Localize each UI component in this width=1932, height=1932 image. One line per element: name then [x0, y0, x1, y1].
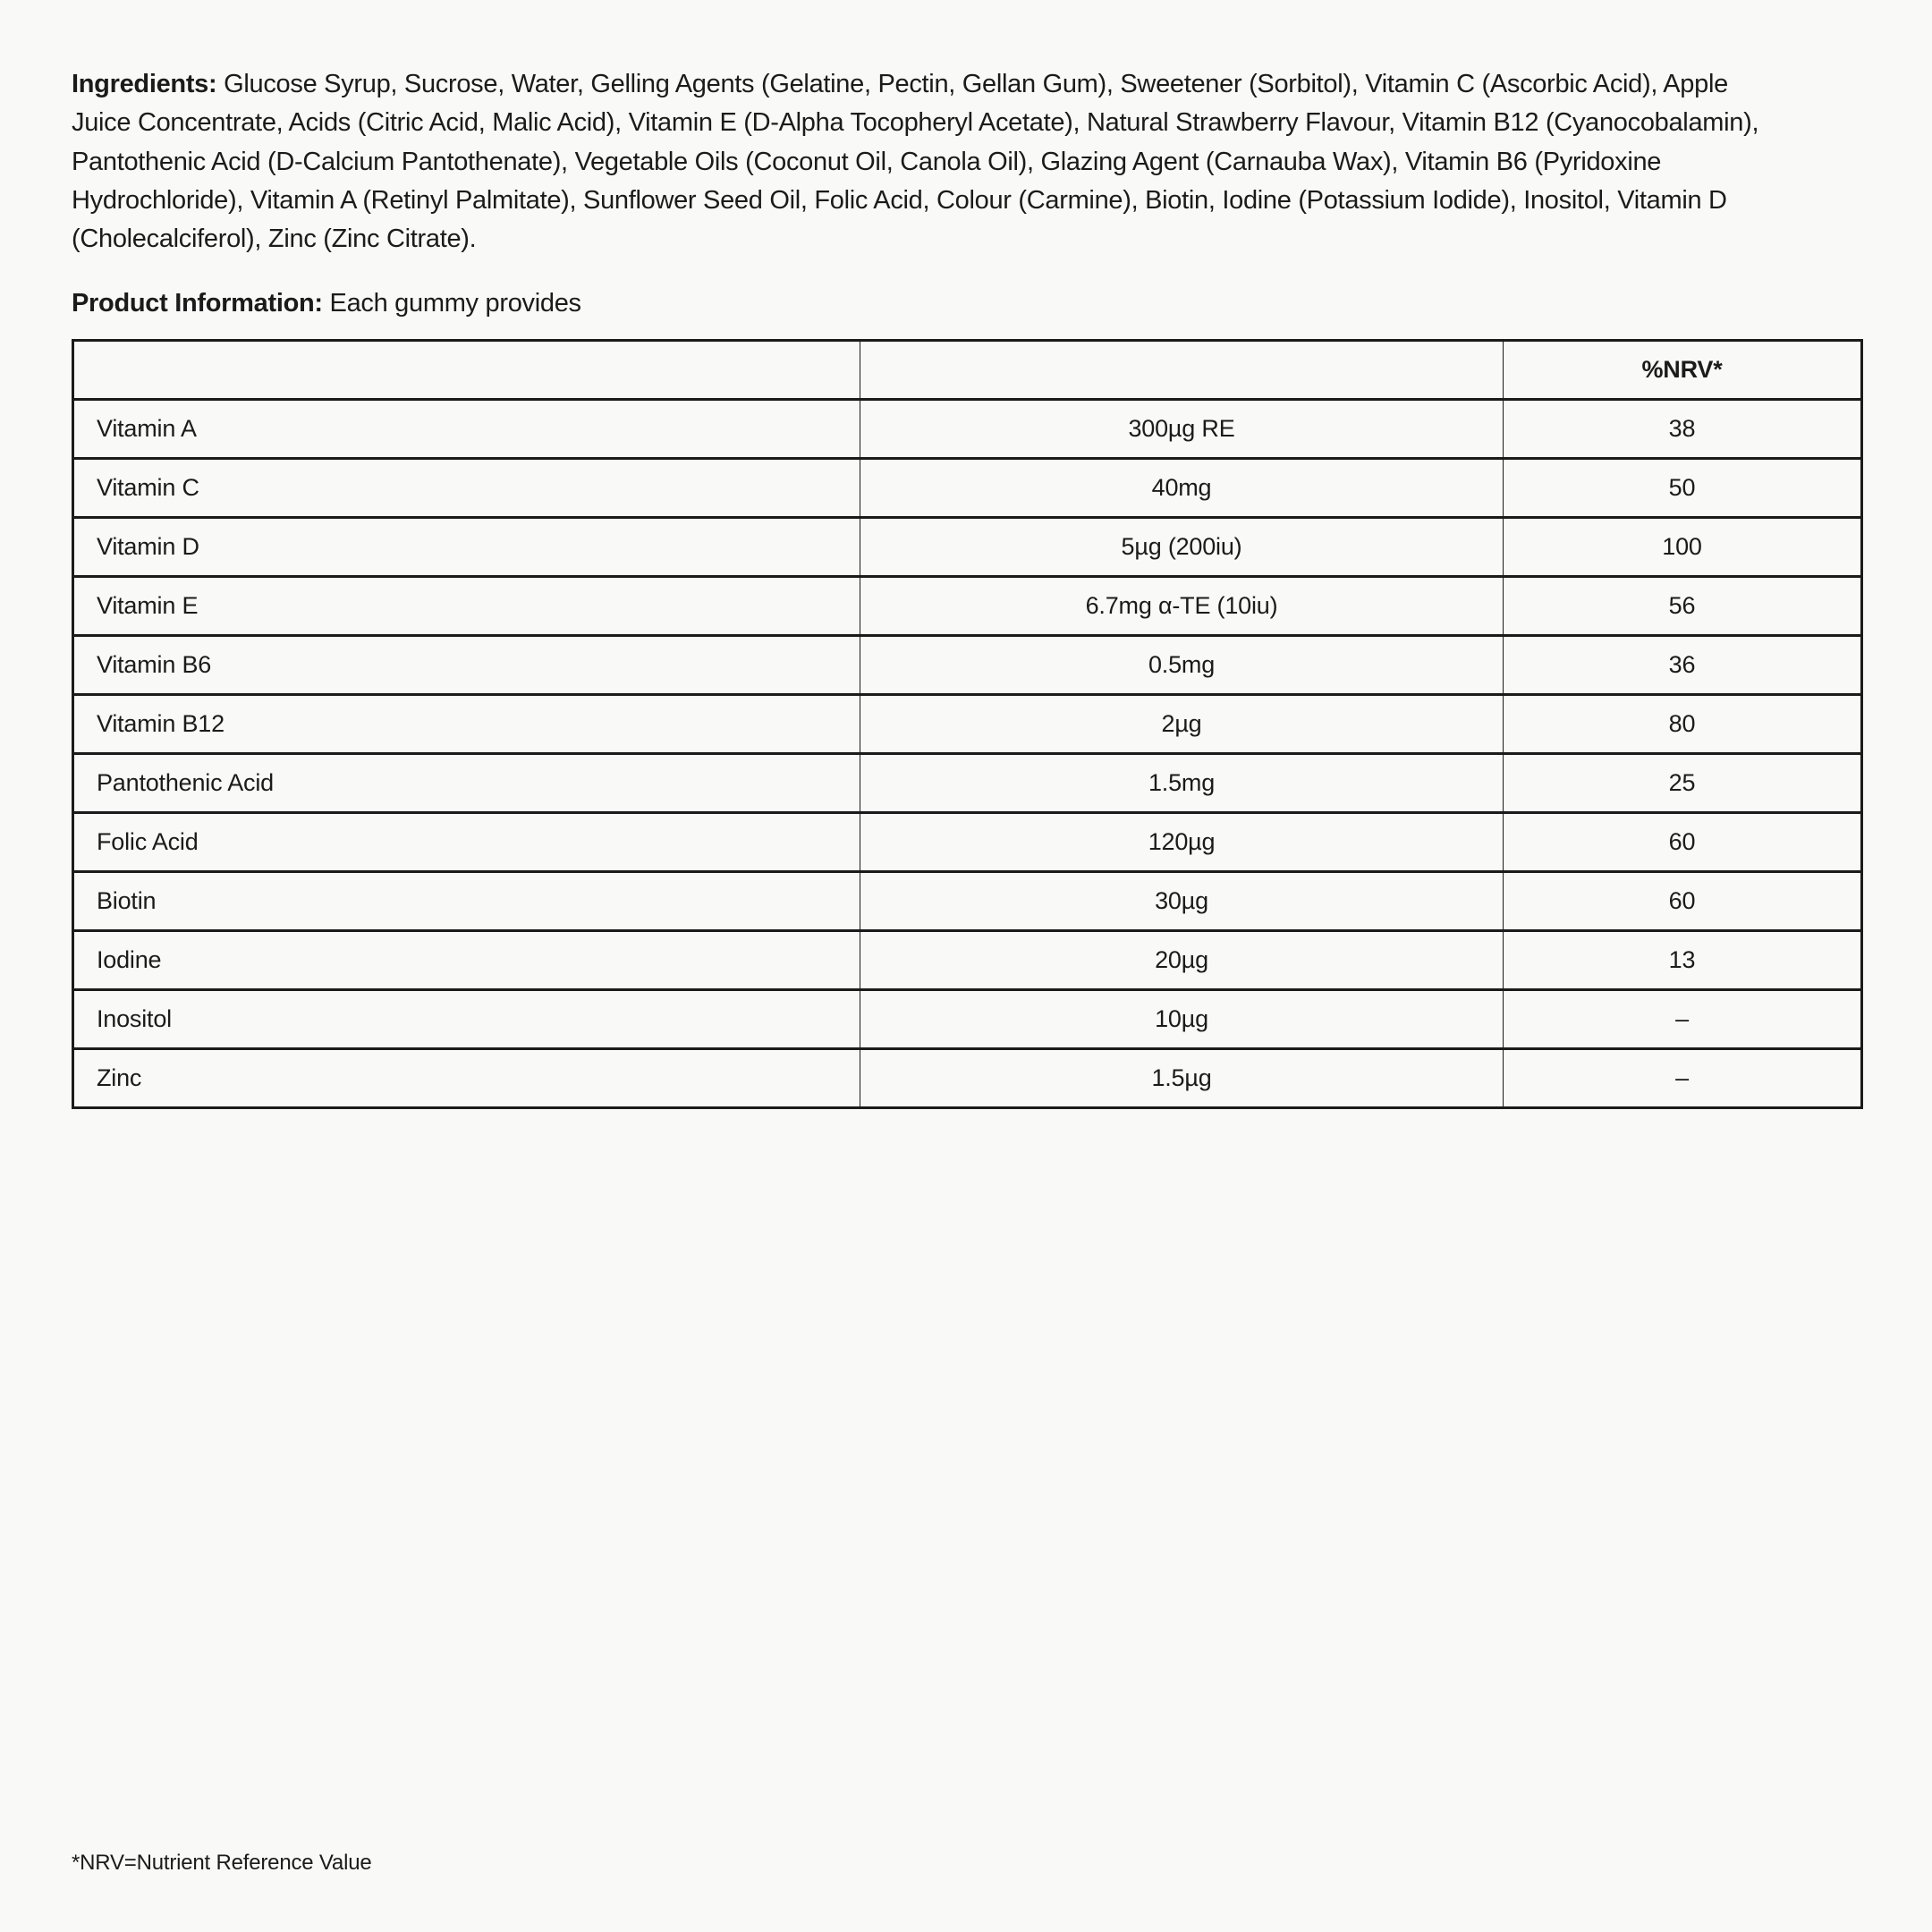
table-row [73, 813, 1862, 872]
nutrient-nrv: 60 [1504, 813, 1862, 872]
nutrient-amount: 300µg RE [860, 400, 1504, 459]
nutrient-amount: 6.7mg α-TE (10iu) [860, 577, 1504, 636]
nutrient-amount: 30µg [860, 872, 1504, 931]
nutrient-amount: 0.5mg [860, 636, 1504, 695]
table-row [73, 754, 1862, 813]
nutrient-name: Vitamin A [73, 400, 860, 459]
nutrient-amount: 2µg [860, 695, 1504, 754]
nutrient-nrv: 25 [1504, 754, 1862, 813]
product-info-label: Product Information: [72, 289, 323, 318]
ingredients-paragraph [72, 65, 1869, 258]
ingredients-line-5: (Cholecalciferol), Zinc (Zinc Citrate). [72, 225, 477, 254]
table-row [73, 1049, 1862, 1108]
table-row [73, 459, 1862, 518]
table-row [73, 695, 1862, 754]
nutrient-name: Vitamin B12 [73, 695, 860, 754]
nutrient-name: Biotin [73, 872, 860, 931]
ingredients-label: Ingredients: [72, 70, 217, 98]
nutrient-name: Inositol [73, 990, 860, 1049]
ingredients-line-1 [72, 65, 1869, 104]
nutrient-nrv: 100 [1504, 518, 1862, 577]
ingredients-line-2: Juice Concentrate, Acids (Citric Acid, Malic Acid), Vitamin E (D-Alpha Tocopheryl Acetate), Natural Strawberry Flavour, Vitamin B12 (Cyanocobalamin), [72, 108, 1759, 138]
nutrient-nrv: 36 [1504, 636, 1862, 695]
ingredients-line-4: Hydrochloride), Vitamin A (Retinyl Palmitate), Sunflower Seed Oil, Folic Acid, Colour (Carmine), Biotin, Iodine (Potassium Iodide), Inositol, Vitamin D [72, 185, 1727, 215]
nutrient-nrv: 38 [1504, 400, 1862, 459]
nutrient-nrv: 60 [1504, 872, 1862, 931]
nutrient-nrv: 50 [1504, 459, 1862, 518]
nutrient-amount: 1.5mg [860, 754, 1504, 813]
nutrient-nrv: – [1504, 990, 1862, 1049]
nutrient-nrv: 13 [1504, 931, 1862, 990]
nutrition-table [72, 339, 1863, 1109]
nutrient-name: Vitamin C [73, 459, 860, 518]
nutrient-name: Zinc [73, 1049, 860, 1108]
table-row [73, 518, 1862, 577]
ingredients-line-3: Pantothenic Acid (D-Calcium Pantothenate), Vegetable Oils (Coconut Oil, Canola Oil), Glazing Agent (Carnauba Wax), Vitamin B6 (Pyridoxine [72, 147, 1662, 176]
nutrient-name: Pantothenic Acid [73, 754, 860, 813]
nutrient-name: Iodine [73, 931, 860, 990]
nutrient-nrv: – [1504, 1049, 1862, 1108]
nutrient-amount: 20µg [860, 931, 1504, 990]
table-row [73, 872, 1862, 931]
nutrient-name: Vitamin E [73, 577, 860, 636]
product-info-text: Each gummy provides [322, 289, 581, 318]
table-row [73, 636, 1862, 695]
nutrient-amount: 5µg (200iu) [860, 518, 1504, 577]
header-nutrient [73, 341, 860, 400]
nutrient-name: Folic Acid [73, 813, 860, 872]
nutrient-amount: 10µg [860, 990, 1504, 1049]
table-row [73, 931, 1862, 990]
nutrient-amount: 40mg [860, 459, 1504, 518]
table-header-row [73, 341, 1862, 400]
table-row [73, 990, 1862, 1049]
nrv-footnote: *NRV=Nutrient Reference Value [72, 1851, 372, 1875]
nutrient-nrv: 80 [1504, 695, 1862, 754]
product-information [72, 284, 581, 323]
nutrient-name: Vitamin B6 [73, 636, 860, 695]
nutrient-amount: 1.5µg [860, 1049, 1504, 1108]
ingredients-text: Glucose Syrup, Sucrose, Water, Gelling Agents (Gelatine, Pectin, Gellan Gum), Sweetener (Sorbitol), Vitamin C (Ascorbic Acid), Apple [216, 70, 1728, 98]
header-nrv: %NRV* [1504, 341, 1862, 400]
nutrient-amount: 120µg [860, 813, 1504, 872]
nutrient-name: Vitamin D [73, 518, 860, 577]
table-row [73, 577, 1862, 636]
nutrient-nrv: 56 [1504, 577, 1862, 636]
table-row [73, 400, 1862, 459]
header-amount [860, 341, 1504, 400]
